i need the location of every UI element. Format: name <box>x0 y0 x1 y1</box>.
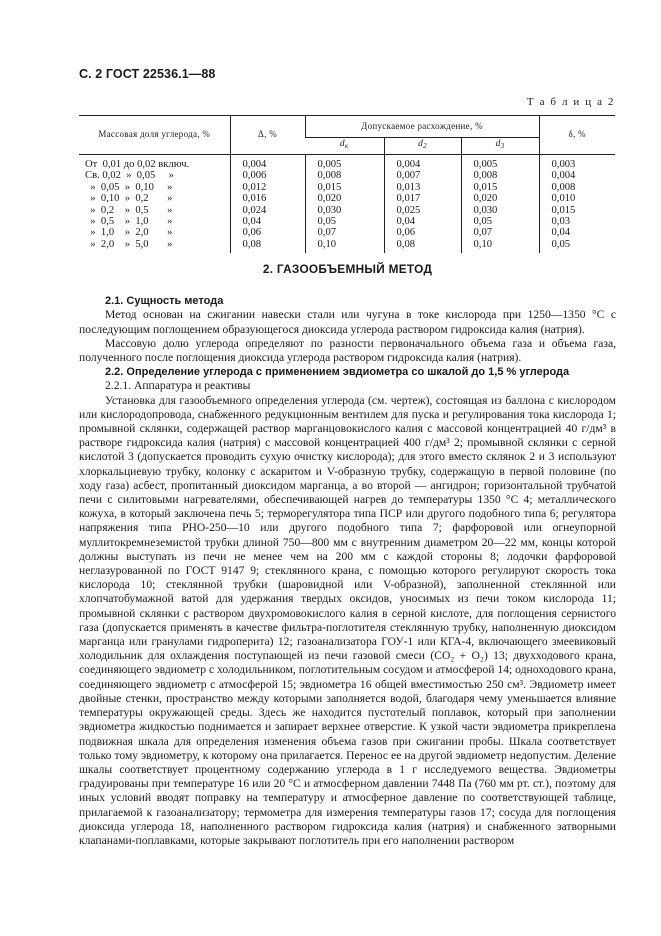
cell-d2: 0,08 <box>384 239 461 253</box>
cell-d3: 0,10 <box>461 239 539 253</box>
cell-dd: 0,05 <box>539 239 615 253</box>
subsection-title-2-1: 2.1. Сущность метода <box>105 295 224 308</box>
paragraph-method-2: Массовую долю углерода определяют по разности первоначального объема газа и объема газа, полученного после поглощения диоксида углерода раствором гидроксида калия (натрия). <box>79 336 616 365</box>
subsection-title-2-2: 2.2. Определение углерода с применением эвдиометра со шкалой до 1,5 % углерода <box>105 366 570 379</box>
table-row <box>79 216 615 227</box>
cell-delta: 0,016 <box>230 193 305 204</box>
cell-delta: 0,012 <box>230 182 305 193</box>
cell-delta: 0,04 <box>230 216 305 227</box>
cell-dk: 0,030 <box>305 205 384 216</box>
cell-dd: 0,04 <box>539 227 615 238</box>
cell-d2: 0,013 <box>384 182 461 193</box>
col-header-allowed: Допускаемое расхождение, % <box>305 116 539 138</box>
cell-d3: 0,030 <box>461 205 539 216</box>
table-label: Т а б л и ц а 2 <box>526 96 615 108</box>
tolerance-table <box>79 115 615 253</box>
cell-d2: 0,025 <box>384 205 461 216</box>
cell-d3: 0,015 <box>461 182 539 193</box>
col-header-mass: Массовая доля углерода, % <box>79 116 230 155</box>
subsection-title-2-2-1: 2.2.1. Аппаратура и реактивы <box>105 379 251 393</box>
cell-dk: 0,008 <box>305 170 384 181</box>
cell-range: » 0,5 » 1,0 » <box>85 216 173 228</box>
cell-dk: 0,07 <box>305 227 384 238</box>
col-header-deltaall: δ, % <box>539 116 615 155</box>
cell-delta: 0,08 <box>230 239 305 253</box>
cell-range: » 2,0 » 5,0 » <box>85 238 173 250</box>
cell-dk: 0,10 <box>305 239 384 253</box>
cell-delta: 0,024 <box>230 205 305 216</box>
cell-range: От 0,01 до 0,02 включ. <box>85 159 190 170</box>
cell-delta: 0,06 <box>230 227 305 238</box>
cell-d2: 0,04 <box>384 216 461 227</box>
col-header-dk: $d_к$ <box>305 138 384 155</box>
cell-range: » 1,0 » 2,0 » <box>85 227 173 239</box>
col-header-delta: Δ, % <box>230 116 305 155</box>
cell-d2: 0,004 <box>384 155 461 171</box>
cell-d3: 0,05 <box>461 216 539 227</box>
cell-d2: 0,06 <box>384 227 461 238</box>
cell-dd: 0,010 <box>539 193 615 204</box>
cell-range: » 0,2 » 0,5 » <box>85 204 173 216</box>
paragraph-method-1: Метод основан на сжигании навески стали или чугуна в токе кислорода при 1250—1350 °С с последующим поглощением образующегося диоксида углерода раствором гидроксида калия (натрия). <box>79 308 616 336</box>
paragraph-apparatus: Установка для газообъемного определения углерода (см. чертеж), состоящая из баллона с кислородом или кислородопровода, снабженного редукционным вентилем для пуска и регулирования тока кислорода 1; промывной склянки, содержащей раствор марганцовокислого калия с массовой концентрацией 40 г/дм³ в растворе гидроксида калия (натрия) с массовой концентрацией 400 г/дм³ 2; промывной склянки с серной кислотой 3 (допускается проводить сухую очистку кислорода); для этого вместо склянок 2 и 3 используют хлоркальциевую трубку, колонку с аскаритом и V-образную трубку, содержащую в первой половине (по ходу газа) асбест, пропитанный диоксидом марганца, а во второй — ангидрон; горизонтальной трубчатой печи с силитовыми нагревателями, обеспечивающей нагрев до температуры 1350 °С 4; металлического кожуха, в который заключена печь 5; терморегулятора типа ПСР или другого подобного типа 6; регулятора напряжения типа РНО-250—10 или другого подобного типа 7; фарфоровой или огнеупорной муллитокремнеземистой трубки длиной 750—800 мм с внутренним диаметром 20—22 мм, концы которой должны выступать из печи не менее чем на 200 мм с каждой стороны 8; лодочки фарфоровой неглазурованной по ГОСТ 9147 9; стеклянного крана, с помощью которого регулируют скорость тока кислорода 10; стеклянной трубки (шаровидной или V-образной), заполненной стеклянной или хлопчатобумажной ватой для удержания твердых оксидов, уносимых из печи током кислорода 11; промывной склянки с раствором двухромовокислого калия в серной кислоте, для поглощения сернистого газа (допускается применять в качестве фильтра-поглотителя стеклянную трубку, наполненную диоксидом марганца или гранулами гидроперита) 12; газоанализатора ГОУ-1 или КГА-4, включающего змеевиковый холодильник для охлаждения поступающей из печи газовой смеси (CO₂ + O₂) 13; двухходового крана, соединяющего эвдиометр с холодильником, поглотительным сосудом и атмосферой 14; одноходового крана, соединяющего эвдиометр с атмосферой 15; эвдиометра 16 общей вместимостью 250 см³. Эвдиометр имеет двойные стенки, пространство между которыми заполняется водой, благодаря чему уменьшается влияние температуры окружающей среды. Здесь же находится пустотелый поплавок, который при заполнении эвдиометра жидкостью поднимается и запирает верхнее отверстие. К узкой части эвдиометра прикреплена подвижная шкала для определения изменения объема газов при сжигании пробы. Шкала соответствует только тому эвдиометру, к которому она прилагается. Перенос ее на другой эвдиометр недопустим. Деление шкалы соответствует процентному содержанию углерода в 1 г исследуемого вещества. Эвдиометры градуированы при температуре 16 или 20 °С и атмосферном давлении 7448 Па (760 мм рт. ст.), поэтому для иных условий вводят поправку на температуру и атмосферное давление по соответствующей таблице, прилагаемой к газоанализатору; термометра для измерения температуры газов 17; сосуда для поглощения диоксида углерода 18, наполненного раствором гидроксида калия (натрия) и снабженного затворными клапанами-поплавками, которые закрывают поглотитель при его наполнении раствором <box>79 393 616 847</box>
cell-d3: 0,07 <box>461 227 539 238</box>
cell-d3: 0,020 <box>461 193 539 204</box>
table-row <box>79 227 615 238</box>
cell-range: Св. 0,02 » 0,05 » <box>85 170 174 182</box>
table-row <box>79 182 615 193</box>
cell-range: » 0,10 » 0,2 » <box>85 193 173 205</box>
cell-dd: 0,003 <box>539 155 615 171</box>
section-title: 2. ГАЗООБЪЕМНЫЙ МЕТОД <box>262 262 433 276</box>
cell-dk: 0,05 <box>305 216 384 227</box>
col-header-d3: $d_3$ <box>461 138 539 155</box>
cell-d2: 0,017 <box>384 193 461 204</box>
cell-d2: 0,007 <box>384 170 461 181</box>
page-header: С. 2 ГОСТ 22536.1—88 <box>79 67 216 81</box>
body-content <box>79 262 616 848</box>
table-row <box>79 193 615 204</box>
table-row <box>79 155 615 171</box>
cell-dd: 0,008 <box>539 182 615 193</box>
cell-d3: 0,005 <box>461 155 539 171</box>
table-row <box>79 170 615 181</box>
cell-dd: 0,015 <box>539 205 615 216</box>
cell-dk: 0,005 <box>305 155 384 171</box>
col-header-d2: $d_2$ <box>384 138 461 155</box>
table-row <box>79 239 615 253</box>
cell-delta: 0,004 <box>230 155 305 171</box>
cell-d3: 0,008 <box>461 170 539 181</box>
cell-dk: 0,015 <box>305 182 384 193</box>
cell-delta: 0,006 <box>230 170 305 181</box>
cell-dd: 0,03 <box>539 216 615 227</box>
cell-dd: 0,004 <box>539 170 615 181</box>
table-row <box>79 205 615 216</box>
cell-dk: 0,020 <box>305 193 384 204</box>
cell-range: » 0,05 » 0,10 » <box>85 181 173 193</box>
